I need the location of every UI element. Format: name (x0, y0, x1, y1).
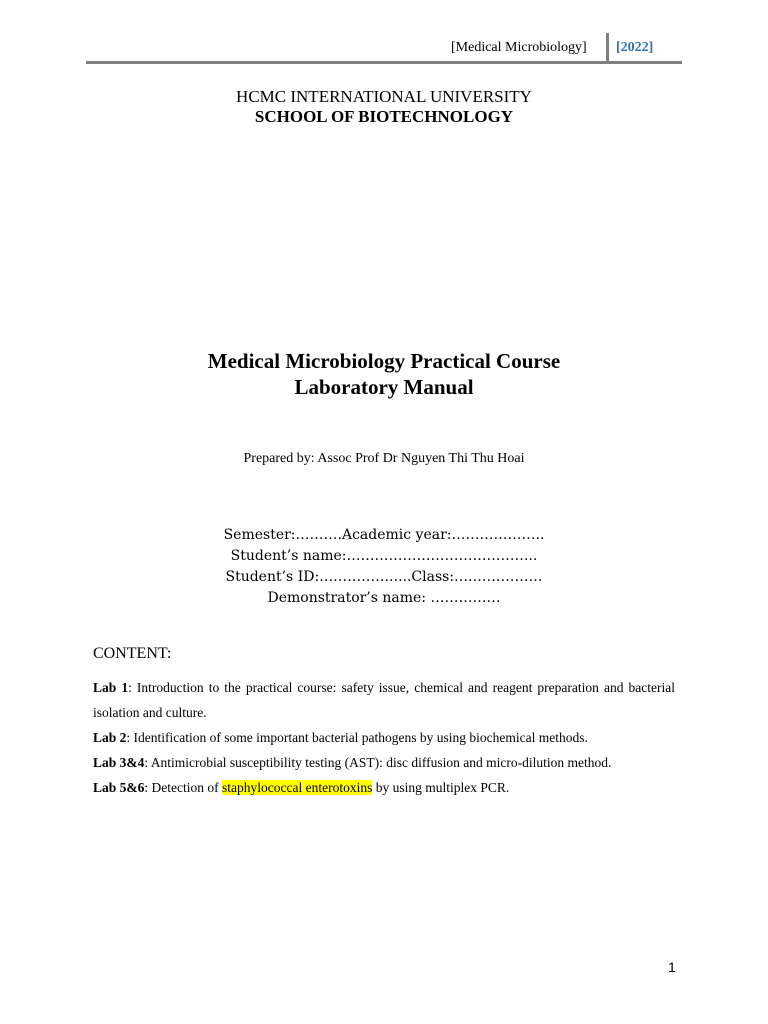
student-fields (0, 525, 768, 609)
header-year: [2022] (616, 40, 654, 55)
lab-description: : Identification of some important bacterial pathogens by using biochemical methods. (126, 730, 588, 745)
lab-description: : Antimicrobial susceptibility testing (AST): disc diffusion and micro-dilution method. (144, 755, 612, 770)
lab-list (93, 675, 675, 800)
page-number: 1 (668, 959, 676, 975)
lab-description: : Detection of (144, 780, 222, 795)
university-name: HCMC INTERNATIONAL UNIVERSITY (236, 87, 532, 106)
document-subtitle: Laboratory Manual (294, 375, 474, 399)
lab-item (93, 750, 675, 775)
lab-item (93, 725, 675, 750)
school-name: SCHOOL OF BIOTECHNOLOGY (254, 107, 514, 126)
student-name-field: Student’s name:………………………………….. (230, 548, 538, 564)
document-title: Medical Microbiology Practical Course (207, 349, 561, 373)
header-rule (86, 61, 682, 64)
lab-label: Lab 3&4 (93, 755, 145, 770)
lab-description-end: by using multiplex PCR. (372, 780, 510, 795)
lab-item (93, 775, 675, 800)
lab-item (93, 675, 675, 725)
header-divider (606, 33, 609, 61)
lab-label: Lab 2 (93, 730, 127, 745)
lab-label: Lab 5&6 (93, 780, 145, 795)
student-id-field: Student’s ID:…………….....Class:….…………… (225, 569, 543, 585)
header-title: [Medical Microbiology] (451, 40, 587, 55)
content-heading: CONTENT: (93, 645, 172, 662)
highlighted-term: staphylococcal enterotoxins (222, 780, 373, 795)
lab-description: : Introduction to the practical course: safety issue, chemical and reagent preparation and bacterial isolation and culture. (93, 680, 675, 720)
prepared-by: Prepared by: Assoc Prof Dr Nguyen Thi Thu Hoai (243, 451, 525, 466)
semester-field: Semester:……….Academic year:……………….. (223, 527, 545, 543)
lab-label: Lab 1 (93, 680, 129, 695)
demonstrator-field: Demonstrator’s name: …………… (267, 590, 501, 606)
